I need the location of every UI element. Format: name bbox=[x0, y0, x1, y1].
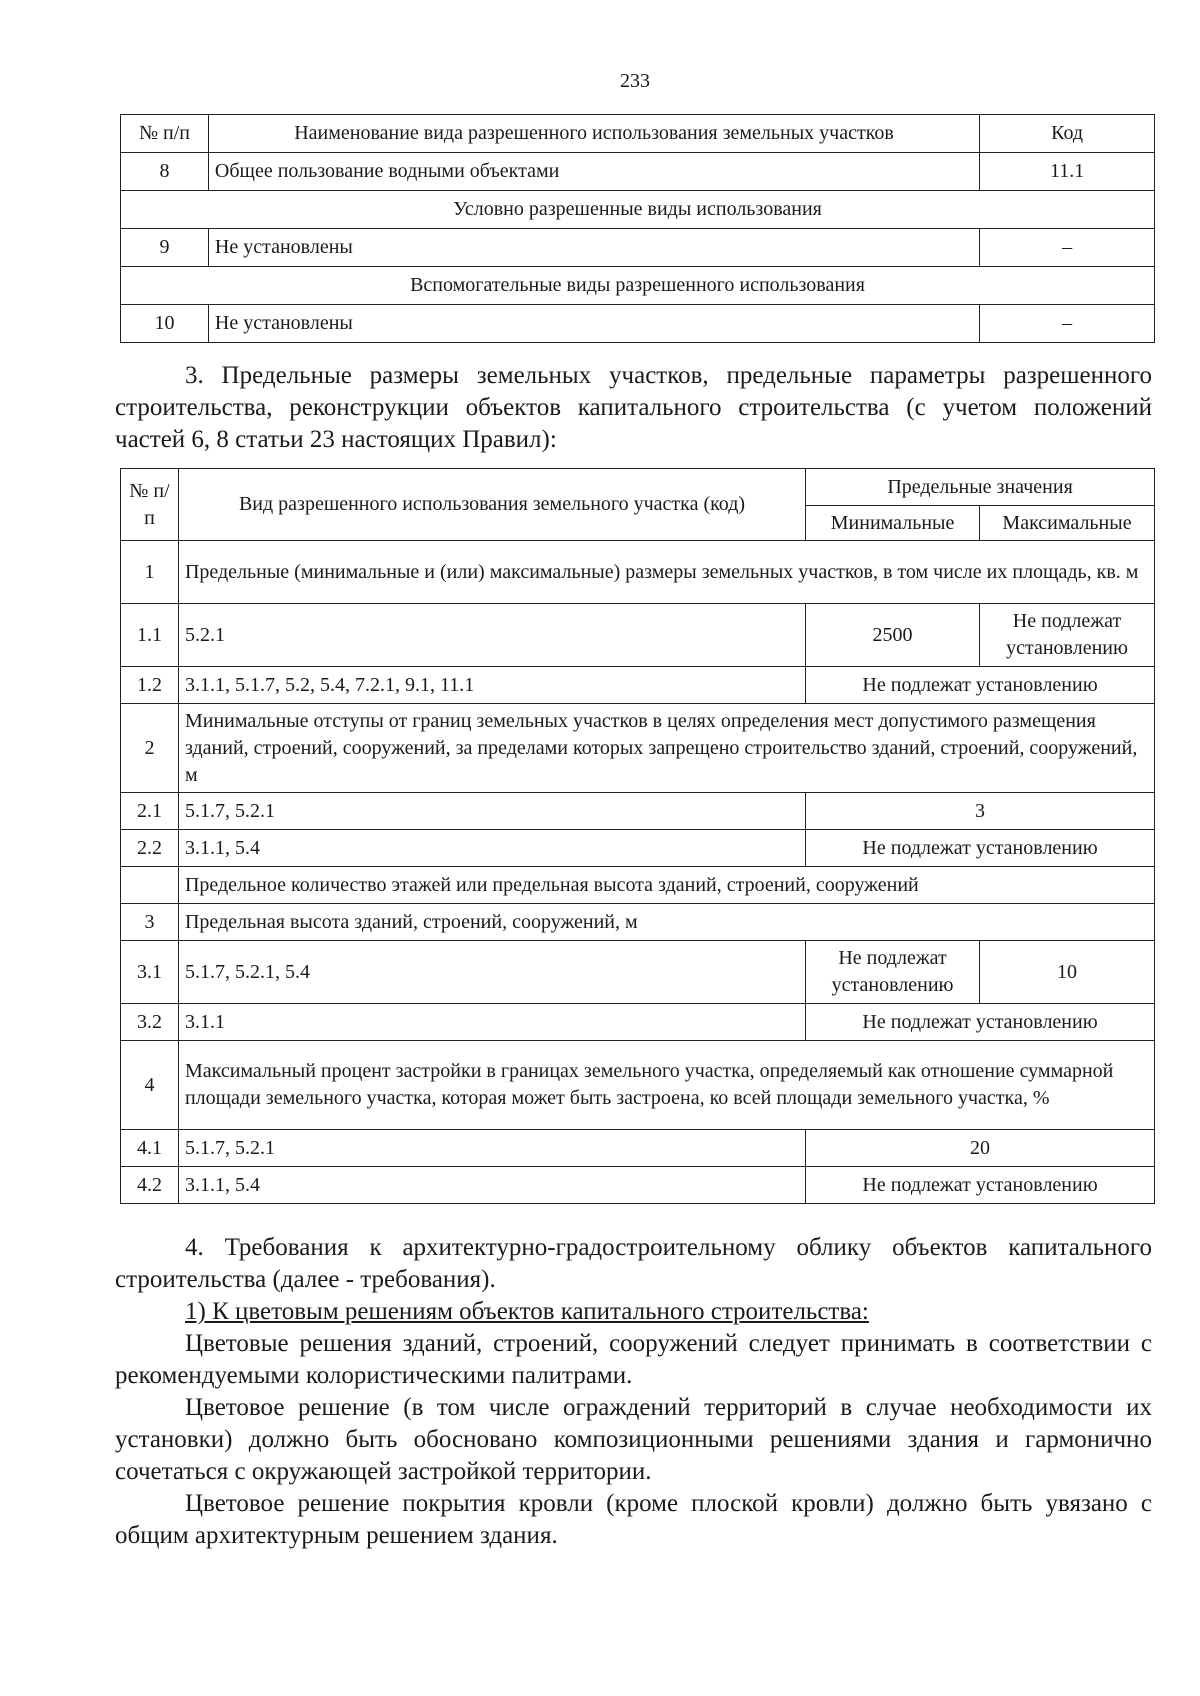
row-codes: 3.1.1, 5.1.7, 5.2, 5.4, 7.2.1, 9.1, 11.1 bbox=[178, 667, 805, 704]
table-header-row bbox=[121, 469, 1155, 506]
row-num: 1.2 bbox=[121, 667, 179, 704]
row-name: Не установлены bbox=[208, 229, 979, 267]
row-num: 4 bbox=[121, 1041, 179, 1130]
row-value: 20 bbox=[806, 1130, 1155, 1167]
row-num: 2.1 bbox=[121, 793, 179, 830]
table-row bbox=[121, 1041, 1155, 1130]
row-num: 3.2 bbox=[121, 1004, 179, 1041]
table-row bbox=[121, 867, 1155, 904]
section-4-p2: Цветовое решение (в том числе ограждений территорий в случае необходимости их установки) должно быть обосновано композиционными решениями здания и гармонично сочетаться с окружающей застройкой территории. bbox=[115, 1394, 1152, 1485]
row-codes: 3.1.1, 5.4 bbox=[178, 1167, 805, 1204]
row-value: 3 bbox=[806, 793, 1155, 830]
section-4-sub1: 1) К цветовым решениям объектов капитального строительства: bbox=[185, 1298, 869, 1325]
page-number: 233 bbox=[620, 70, 650, 92]
section-conditional: Условно разрешенные виды использования bbox=[121, 191, 1155, 229]
row-codes: 5.1.7, 5.2.1 bbox=[178, 1130, 805, 1167]
table-row bbox=[121, 229, 1155, 267]
table-row bbox=[121, 1130, 1155, 1167]
section-4-p1: Цветовые решения зданий, строений, сооружений следует принимать в соответствии с рекомендуемыми колористическими палитрами. bbox=[115, 1330, 1152, 1389]
row-value: Не подлежат установлению bbox=[806, 1167, 1155, 1204]
table-row bbox=[121, 830, 1155, 867]
table-row bbox=[121, 541, 1155, 604]
row-num: 3.1 bbox=[121, 941, 179, 1004]
row-value: Не подлежат установлению bbox=[806, 830, 1155, 867]
table-row bbox=[121, 793, 1155, 830]
head-kind: Вид разрешенного использования земельного участка (код) bbox=[178, 469, 805, 541]
row-text: Максимальный процент застройки в границах земельного участка, определяемый как отношение суммарной площади земельного участка, которая может быть застроена, ко всей площади земельного участка, % bbox=[178, 1041, 1154, 1130]
section-4-p3: Цветовое решение покрытия кровли (кроме плоской кровли) должно быть увязано с общим архитектурным решением здания. bbox=[115, 1490, 1152, 1549]
row-max: Не подлежат установлению bbox=[980, 604, 1155, 667]
section-row bbox=[121, 267, 1155, 305]
row-num bbox=[121, 867, 179, 904]
row-name: Общее пользование водными объектами bbox=[208, 153, 979, 191]
row-text: Минимальные отступы от границ земельных участков в целях определения мест допустимого размещения зданий, строений, сооружений, за пределами которых запрещено строительство зданий, строений, сооружений, м bbox=[178, 704, 1154, 793]
section-4-heading: 4. Требования к архитектурно-градостроительному облику объектов капитального строительства (далее - требования). bbox=[115, 1234, 1152, 1293]
row-num: 2 bbox=[121, 704, 179, 793]
table-row bbox=[121, 153, 1155, 191]
row-text: Предельные (минимальные и (или) максимальные) размеры земельных участков, в том числе их площадь, кв. м bbox=[178, 541, 1154, 604]
row-num: 1.1 bbox=[121, 604, 179, 667]
row-code: – bbox=[980, 229, 1155, 267]
section-3-heading: 3. Предельные размеры земельных участков, предельные параметры разрешенного строительства, реконструкции объектов капитального строительства (с учетом положений частей 6, 8 статьи 23 настоящих Правил): bbox=[115, 362, 1152, 453]
header-code: Код bbox=[980, 115, 1155, 153]
head-min: Минимальные bbox=[806, 506, 980, 541]
head-limits: Предельные значения bbox=[806, 469, 1155, 506]
table-row bbox=[121, 704, 1155, 793]
head-num: № п/п bbox=[121, 469, 179, 541]
table-row bbox=[121, 904, 1155, 941]
row-min: Не подлежат установлению bbox=[806, 941, 980, 1004]
section-4 bbox=[115, 1232, 1152, 1552]
limits-table bbox=[120, 468, 1155, 1204]
table-row bbox=[121, 667, 1155, 704]
table-row bbox=[121, 305, 1155, 343]
row-num: 8 bbox=[121, 153, 209, 191]
row-code: – bbox=[980, 305, 1155, 343]
row-num: 1 bbox=[121, 541, 179, 604]
table-row bbox=[121, 941, 1155, 1004]
land-use-table bbox=[120, 114, 1155, 343]
row-value: Не подлежат установлению bbox=[806, 1004, 1155, 1041]
header-num: № п/п bbox=[121, 115, 209, 153]
row-codes: 5.2.1 bbox=[178, 604, 805, 667]
row-codes: 3.1.1 bbox=[178, 1004, 805, 1041]
table-row bbox=[121, 1004, 1155, 1041]
row-max: 10 bbox=[980, 941, 1155, 1004]
row-value: Не подлежат установлению bbox=[806, 667, 1155, 704]
row-min: 2500 bbox=[806, 604, 980, 667]
row-num: 4.2 bbox=[121, 1167, 179, 1204]
row-codes: 5.1.7, 5.2.1, 5.4 bbox=[178, 941, 805, 1004]
row-num: 9 bbox=[121, 229, 209, 267]
row-text: Предельное количество этажей или предельная высота зданий, строений, сооружений bbox=[178, 867, 1154, 904]
row-code: 11.1 bbox=[980, 153, 1155, 191]
header-name: Наименование вида разрешенного использования земельных участков bbox=[208, 115, 979, 153]
row-name: Не установлены bbox=[208, 305, 979, 343]
row-text: Предельная высота зданий, строений, сооружений, м bbox=[178, 904, 1154, 941]
table-row bbox=[121, 1167, 1155, 1204]
row-codes: 5.1.7, 5.2.1 bbox=[178, 793, 805, 830]
row-num: 3 bbox=[121, 904, 179, 941]
table-row bbox=[121, 604, 1155, 667]
row-codes: 3.1.1, 5.4 bbox=[178, 830, 805, 867]
section-auxiliary: Вспомогательные виды разрешенного использования bbox=[121, 267, 1155, 305]
row-num: 2.2 bbox=[121, 830, 179, 867]
row-num: 4.1 bbox=[121, 1130, 179, 1167]
section-row bbox=[121, 191, 1155, 229]
table-header-row bbox=[121, 115, 1155, 153]
row-num: 10 bbox=[121, 305, 209, 343]
head-max: Максимальные bbox=[980, 506, 1155, 541]
